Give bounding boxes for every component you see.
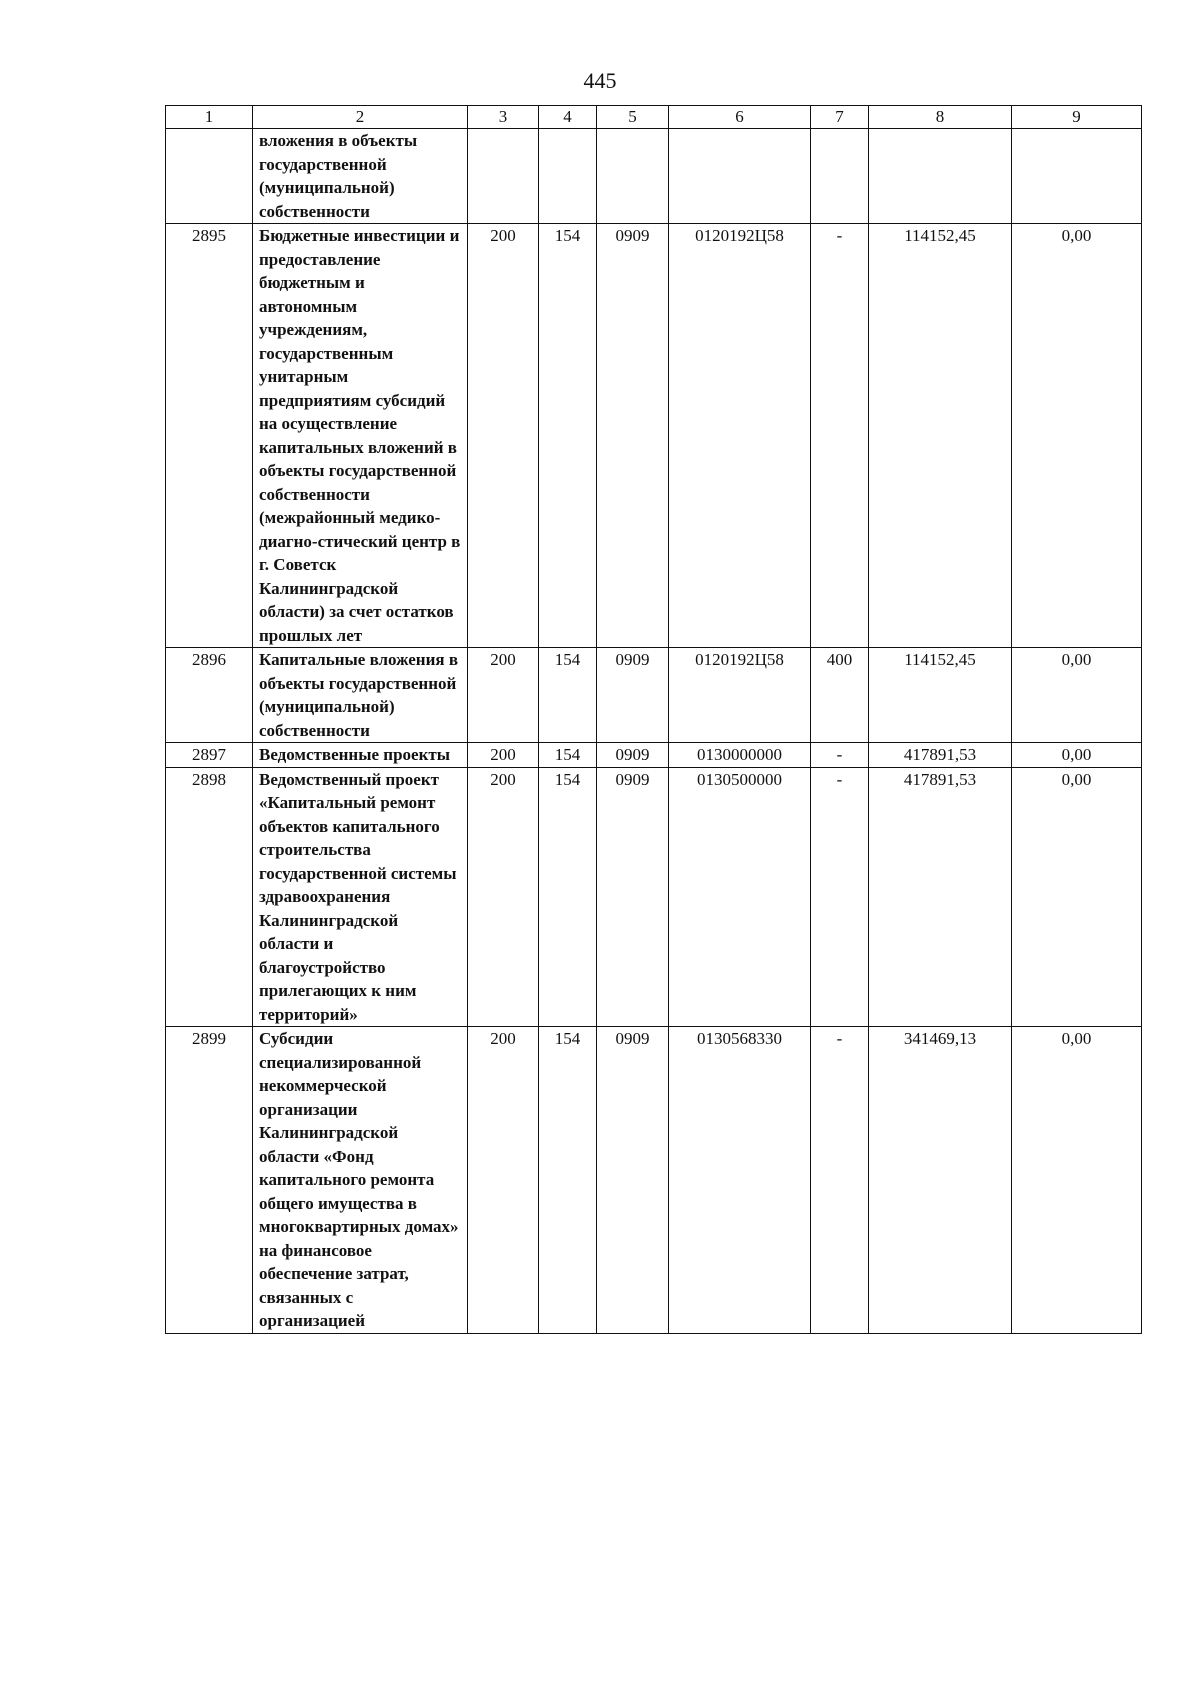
cell-col8: 417891,53 xyxy=(869,743,1012,768)
row-number: 2899 xyxy=(166,1027,253,1334)
table-row xyxy=(166,743,1142,768)
table-row xyxy=(166,129,1142,224)
table-row xyxy=(166,1027,1142,1334)
cell-col8 xyxy=(869,129,1012,224)
cell-col3: 200 xyxy=(468,224,539,648)
cell-col5: 0909 xyxy=(597,1027,669,1334)
cell-col9: 0,00 xyxy=(1012,767,1142,1027)
row-name: Ведомственный проект «Капитальный ремонт объектов капитального строительства государственной системы здравоохранения Калининградской области и благоустройство прилегающих к ним территорий» xyxy=(253,767,468,1027)
row-number: 2895 xyxy=(166,224,253,648)
cell-col4: 154 xyxy=(539,648,597,743)
cell-col7 xyxy=(811,129,869,224)
cell-col4: 154 xyxy=(539,767,597,1027)
row-name: Субсидии специализированной некоммерческой организации Калининградской области «Фонд капитального ремонта общего имущества в многоквартирных домах» на финансовое обеспечение затрат, связанных с организацией xyxy=(253,1027,468,1334)
cell-col8: 341469,13 xyxy=(869,1027,1012,1334)
cell-col8: 114152,45 xyxy=(869,224,1012,648)
row-name: Ведомственные проекты xyxy=(253,743,468,768)
cell-col5: 0909 xyxy=(597,648,669,743)
column-header: 4 xyxy=(539,106,597,129)
row-name: вложения в объекты государственной (муниципальной) собственности xyxy=(253,129,468,224)
cell-col4 xyxy=(539,129,597,224)
header-row xyxy=(166,106,1142,129)
cell-col4: 154 xyxy=(539,1027,597,1334)
table-row xyxy=(166,648,1142,743)
column-header: 2 xyxy=(253,106,468,129)
cell-col6: 0130000000 xyxy=(669,743,811,768)
cell-col3: 200 xyxy=(468,743,539,768)
budget-table xyxy=(165,105,1142,1334)
cell-col6: 0130500000 xyxy=(669,767,811,1027)
column-header: 9 xyxy=(1012,106,1142,129)
cell-col6 xyxy=(669,129,811,224)
cell-col4: 154 xyxy=(539,224,597,648)
table-row xyxy=(166,767,1142,1027)
cell-col7: - xyxy=(811,767,869,1027)
page-number: 445 xyxy=(583,68,617,93)
cell-col3 xyxy=(468,129,539,224)
cell-col9: 0,00 xyxy=(1012,224,1142,648)
cell-col5: 0909 xyxy=(597,743,669,768)
cell-col3: 200 xyxy=(468,767,539,1027)
cell-col7: - xyxy=(811,743,869,768)
row-number: 2897 xyxy=(166,743,253,768)
cell-col5 xyxy=(597,129,669,224)
cell-col9 xyxy=(1012,129,1142,224)
column-header: 8 xyxy=(869,106,1012,129)
cell-col7: 400 xyxy=(811,648,869,743)
cell-col8: 417891,53 xyxy=(869,767,1012,1027)
cell-col7: - xyxy=(811,224,869,648)
column-header: 3 xyxy=(468,106,539,129)
column-header: 5 xyxy=(597,106,669,129)
table-row xyxy=(166,224,1142,648)
cell-col3: 200 xyxy=(468,1027,539,1334)
cell-col5: 0909 xyxy=(597,224,669,648)
cell-col6: 0120192Ц58 xyxy=(669,648,811,743)
row-number: 2896 xyxy=(166,648,253,743)
row-name: Капитальные вложения в объекты государственной (муниципальной) собственности xyxy=(253,648,468,743)
cell-col8: 114152,45 xyxy=(869,648,1012,743)
column-header: 7 xyxy=(811,106,869,129)
cell-col4: 154 xyxy=(539,743,597,768)
cell-col7: - xyxy=(811,1027,869,1334)
cell-col6: 0120192Ц58 xyxy=(669,224,811,648)
row-number xyxy=(166,129,253,224)
row-number: 2898 xyxy=(166,767,253,1027)
row-name: Бюджетные инвестиции и предоставление бюджетным и автономным учреждениям, государственным унитарным предприятиям субсидий на осуществление капитальных вложений в объекты государственной собственности (межрайонный медико-диагно-стический центр в г. Советск Калининградской области) за счет остатков прошлых лет xyxy=(253,224,468,648)
column-header: 1 xyxy=(166,106,253,129)
cell-col9: 0,00 xyxy=(1012,1027,1142,1334)
cell-col5: 0909 xyxy=(597,767,669,1027)
column-header: 6 xyxy=(669,106,811,129)
cell-col3: 200 xyxy=(468,648,539,743)
cell-col9: 0,00 xyxy=(1012,743,1142,768)
cell-col6: 0130568330 xyxy=(669,1027,811,1334)
cell-col9: 0,00 xyxy=(1012,648,1142,743)
